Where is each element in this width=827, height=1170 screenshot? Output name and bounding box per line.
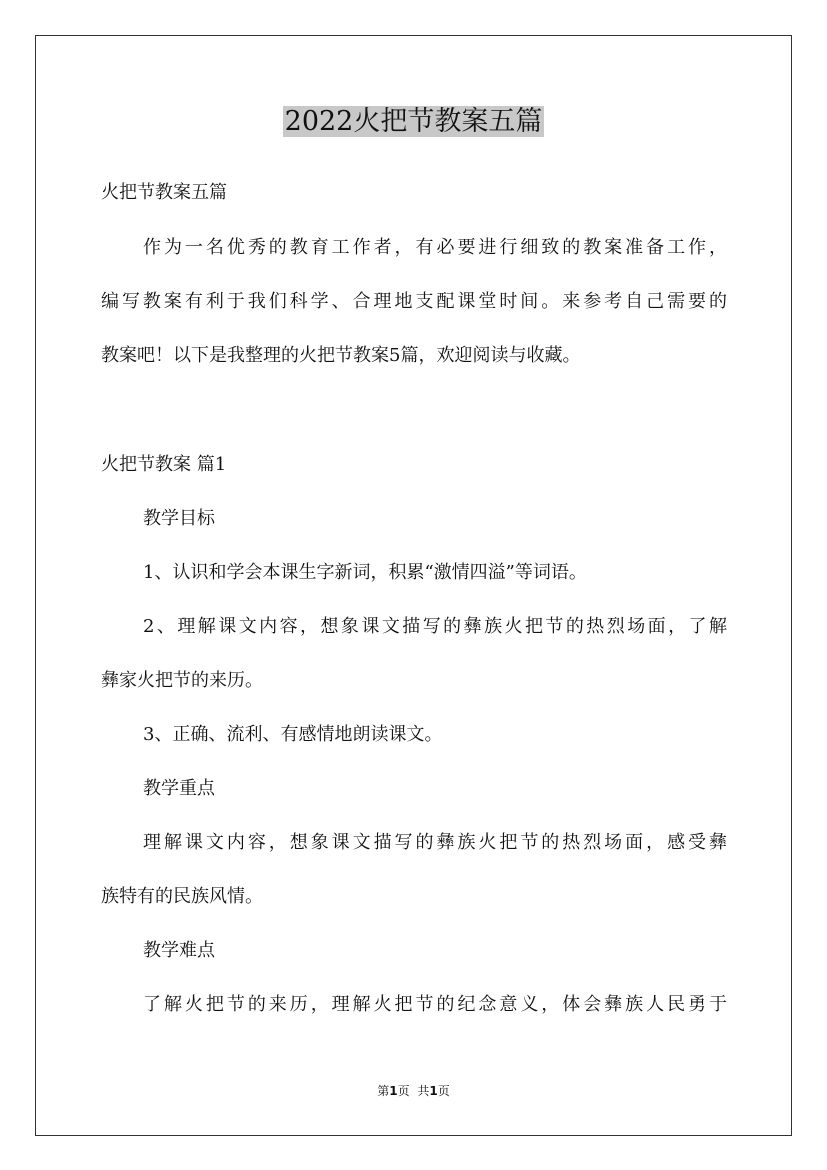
key-points-line-2: 族特有的民族风情。 <box>101 886 263 907</box>
footer-page-number: 1 <box>389 1084 398 1098</box>
intro-line-1: 作为一名优秀的教育工作者，有必要进行细致的教案准备工作， <box>143 237 727 258</box>
footer-total-suffix: 页 <box>437 1084 450 1098</box>
teaching-goals-label: 教学目标 <box>143 508 215 529</box>
footer-prefix: 第 <box>377 1084 390 1098</box>
intro-line-3: 教案吧！以下是我整理的火把节教案5篇，欢迎阅读与收藏。 <box>101 345 581 366</box>
document-title <box>0 102 827 142</box>
key-points-label: 教学重点 <box>143 778 215 799</box>
key-points-line-1: 理解课文内容，想象课文描写的彝族火把节的热烈场面，感受彝 <box>143 832 727 853</box>
goal-1: 1、认识和学会本课生字新词，积累“激情四溢”等词语。 <box>143 562 587 583</box>
goal-2-line-1: 2、理解课文内容，想象课文描写的彝族火把节的热烈场面，了解 <box>143 616 727 637</box>
footer-total-prefix: 共 <box>417 1084 430 1098</box>
section-heading: 火把节教案 篇1 <box>101 454 227 475</box>
document-subtitle: 火把节教案五篇 <box>101 182 227 203</box>
difficult-points-label: 教学难点 <box>143 940 215 961</box>
difficult-points-line-1: 了解火把节的来历，理解火把节的纪念意义，体会彝族人民勇于 <box>143 994 727 1015</box>
footer-total-number: 1 <box>429 1084 438 1098</box>
goal-3: 3、正确、流利、有感情地朗读课文。 <box>143 724 443 745</box>
document-title-text: 2022火把节教案五篇 <box>284 106 543 137</box>
intro-line-2: 编写教案有利于我们科学、合理地支配课堂时间。来参考自己需要的 <box>101 291 727 312</box>
page-footer <box>0 1081 827 1101</box>
goal-2-line-2: 彝家火把节的来历。 <box>101 670 263 691</box>
footer-page-suffix: 页 <box>397 1084 410 1098</box>
